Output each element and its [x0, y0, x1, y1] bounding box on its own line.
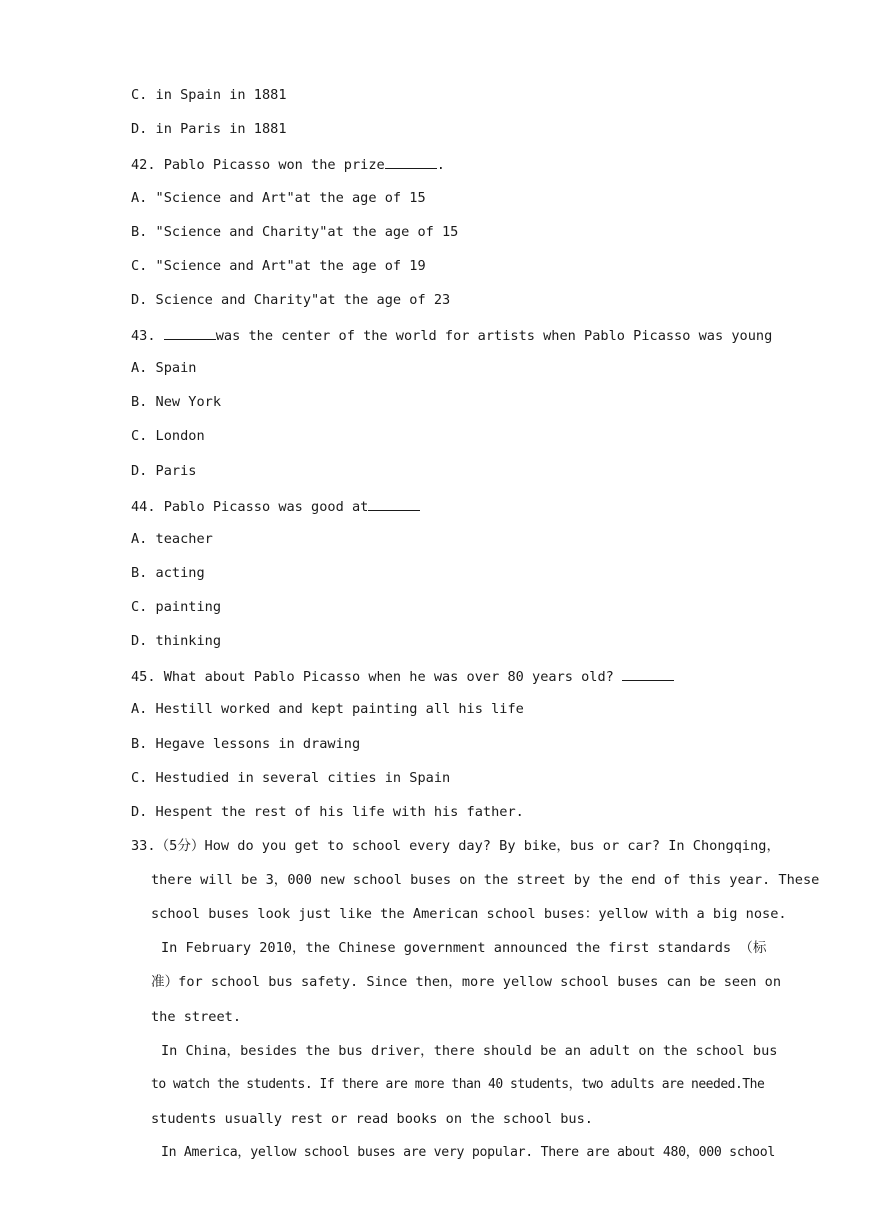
q45-stem-text: 45. What about Pablo Picasso when he was over 80 years old? [131, 669, 623, 685]
q42-option-c: C. "Science and Art"at the age of 19 [131, 258, 426, 274]
q42-stem [131, 154, 445, 172]
q45-option-c: C. Hestudied in several cities in Spain [131, 770, 451, 786]
q44-option-c: C. painting [131, 599, 222, 615]
q45-option-d: D. Hespent the rest of his life with his father. [131, 804, 524, 820]
passage-line-10: In America，yellow school buses are very popular. There are about 480，000 school [161, 1145, 776, 1160]
q45-option-b: B. Hegave lessons in drawing [131, 736, 361, 752]
q44-option-b: B. acting [131, 565, 205, 581]
q42-option-d: D. Science and Charity"at the age of 23 [131, 292, 451, 308]
q44-option-a: A. teacher [131, 531, 213, 547]
passage-line-3: school buses look just like the American school buses：yellow with a big nose. [151, 906, 787, 922]
passage-line-4: In February 2010，the Chinese government announced the first standards （标 [161, 940, 767, 956]
passage-line-2: there will be 3，000 new school buses on the street by the end of this year. These [151, 872, 820, 888]
q44-option-d: D. thinking [131, 633, 222, 649]
q42-stem-end: . [436, 157, 445, 173]
q43-stem-text: was the center of the world for artists when Pablo Picasso was young [215, 328, 773, 344]
passage-line-6: the street. [151, 1009, 242, 1025]
q43-number: 43. [131, 328, 164, 344]
q42-answer-blank [385, 154, 437, 169]
q45-option-a: A. Hestill worked and kept painting all his life [131, 701, 524, 717]
q43-option-d: D. Paris [131, 463, 197, 479]
q44-answer-blank [368, 496, 420, 511]
q44-stem-text: 44. Pablo Picasso was good at [131, 499, 369, 515]
q43-answer-blank [164, 325, 216, 340]
q42-option-b: B. "Science and Charity"at the age of 15 [131, 224, 459, 240]
passage-line-1: 33.（5分）How do you get to school every day? By bike，bus or car? In Chongqing， [131, 838, 781, 854]
passage-line-8: to watch the students. If there are more than 40 students，two adults are needed.The [151, 1077, 765, 1092]
q44-stem [131, 496, 420, 514]
q45-answer-blank [622, 666, 674, 681]
passage-line-7: In China，besides the bus driver，there should be an adult on the school bus [161, 1043, 778, 1059]
q43-option-a: A. Spain [131, 360, 197, 376]
q41-option-c: C. in Spain in 1881 [131, 87, 287, 103]
passage-line-5: 准）for school bus safety. Since then，more yellow school buses can be seen on [151, 974, 782, 990]
q43-stem [131, 325, 772, 343]
q42-option-a: A. "Science and Art"at the age of 15 [131, 190, 426, 206]
q43-option-b: B. New York [131, 394, 222, 410]
q42-stem-text: 42. Pablo Picasso won the prize [131, 157, 385, 173]
q43-option-c: C. London [131, 428, 205, 444]
q41-option-d: D. in Paris in 1881 [131, 121, 287, 137]
passage-line-9: students usually rest or read books on the school bus. [151, 1111, 593, 1127]
q45-stem [131, 666, 674, 684]
